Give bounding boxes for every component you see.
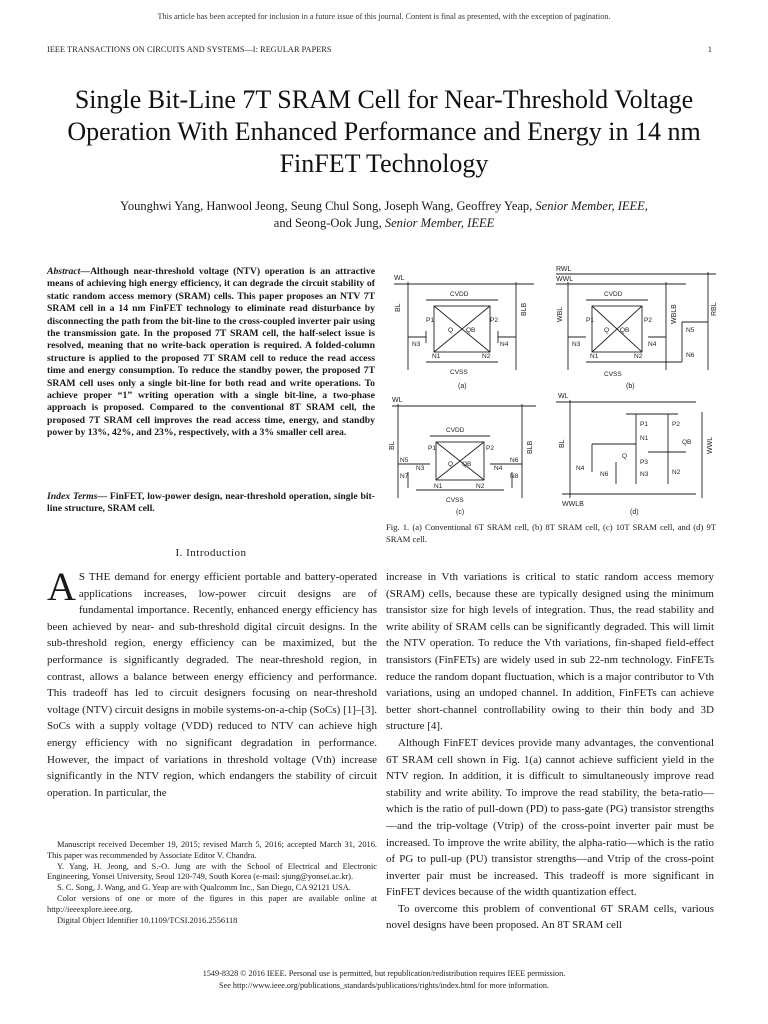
c-n8: N8 [510, 473, 519, 480]
c-n1: N1 [434, 483, 443, 490]
d-n2: N2 [672, 469, 681, 476]
a-n4: N4 [500, 341, 509, 348]
c-p1: P1 [428, 445, 436, 452]
d-wwl: WWL [707, 436, 714, 454]
authors-role-2: Senior Member, IEEE [384, 216, 495, 230]
c-n7: N7 [400, 473, 409, 480]
a-bl: BL [395, 303, 402, 312]
acceptance-notice: This article has been accepted for inclusion in a future issue of this journal. Content is final as presented, with the exception of pagination. [157, 12, 611, 21]
authors-line-1: Younghwi Yang, Hanwool Jeong, Seung Chul Song, Joseph Wang, Geoffrey Yeap, [120, 199, 533, 213]
d-sub: (d) [630, 509, 639, 516]
b-rwl: RWL [556, 266, 572, 273]
b-cvdd: CVDD [604, 291, 623, 298]
authors-line-2: and Seong-Ook Jung, [273, 216, 382, 230]
footnote-doi: Digital Object Identifier 10.1109/TCSI.2016.2556118 [57, 915, 238, 925]
copyright-line-2: See http://www.ieee.org/publications_standards/publications/rights/index.html for more information. [219, 981, 549, 990]
b-n4: N4 [648, 341, 657, 348]
a-blb: BLB [521, 302, 528, 316]
d-n3: N3 [640, 471, 649, 478]
d-p2: P2 [672, 421, 680, 428]
d-p3: P3 [640, 459, 648, 466]
c-n4: N4 [494, 465, 503, 472]
b-n5: N5 [686, 327, 695, 334]
d-n4: N4 [576, 465, 585, 472]
a-sub: (a) [458, 383, 467, 390]
c-cvss: CVSS [446, 497, 464, 504]
b-wwl: WWL [556, 276, 574, 283]
b-n3: N3 [572, 341, 581, 348]
abstract-text: —Although near-threshold voltage (NTV) operation is an attractive means of achieving high energy efficiency, it can degrade the circuit stability of static random access memory (SRAM) cells. This paper proposes an NTV 7T SRAM cell in a 14 nm FinFET technology to eliminate read disturbance by disconnecting the path from the bit-line to the cross-coupled inverter pair using the transmission gate. In the proposed 7T SRAM cell, the half-select issue is resolved, meaning that no write-back operation is required. A folded-column structure is applied to the proposed 7T SRAM cell to reduce the read access time and energy consumption. To reduce the standby power, the proposed 7T SRAM cell uses only a single bit-line for both read and write operations. To achieve proper “1” writing operation with a single bit-line, a two-phase approach is proposed. Compared to the conventional 8T SRAM cell, the proposed 7T SRAM cell improves the read access time, energy, and standby power by 13%, 42%, and 23%, respectively, with a 3% smaller cell area. [47, 266, 375, 439]
author-list [40, 198, 728, 232]
c-blb: BLB [527, 440, 534, 454]
c-q: Q [448, 461, 454, 468]
d-n1: N1 [640, 435, 649, 442]
a-p1: P1 [426, 317, 434, 324]
c-p2: P2 [486, 445, 494, 452]
section-heading: I. Introduction [175, 547, 247, 559]
intro-right-column [386, 569, 714, 934]
c-n5: N5 [400, 457, 409, 464]
copyright-notice [0, 968, 768, 992]
d-p1: P1 [640, 421, 648, 428]
abstract [47, 266, 375, 440]
b-n6: N6 [686, 352, 695, 359]
page-number: 1 [707, 45, 712, 54]
d-n6: N6 [600, 471, 609, 478]
intro-right-paragraph-1: increase in Vth variations is critical to static random access memory (SRAM) cells, because these are typically designed using the minimum transistor size for high levels of integration. Thus, the read stability and write ability of SRAM cells can be significantly degraded. This will limit the NTV operation. To reduce the Vth variations, fin-shaped field-effect transistors (FinFETs) are widely used in sub 22-nm technology. FinFETs reduce the random dopant fluctuation, which is a major contributor to Vth variations, using an undoped channel. In addition, FinFETs can achieve better short-channel controllability owing to their thin body and 3D structure [4]. [386, 571, 714, 733]
c-bl: BL [389, 441, 396, 450]
c-n3: N3 [416, 465, 425, 472]
c-n2: N2 [476, 483, 485, 490]
a-wl: WL [394, 275, 405, 282]
authors-role-1: Senior Member, IEEE, [535, 199, 648, 213]
a-n2: N2 [482, 353, 491, 360]
index-terms-text: — FinFET, low-power design, near-threshold operation, single bit-line structure, SRAM cell. [47, 491, 375, 515]
a-cvdd: CVDD [450, 291, 469, 298]
b-rbl: RBL [711, 302, 718, 316]
intro-right-paragraph-3: To overcome this problem of conventional 6T SRAM cells, various novel designs have been proposed. An 8T SRAM cell [386, 902, 714, 932]
index-terms [47, 491, 375, 516]
index-terms-label: Index Terms [47, 491, 98, 502]
b-qb: QB [620, 327, 630, 334]
footnote-color: Color versions of one or more of the figures in this paper are available online at http://ieeexplore.ieee.org. [47, 893, 377, 914]
c-cvdd: CVDD [446, 427, 465, 434]
a-qb: QB [466, 327, 476, 334]
d-wwlb: WWLB [562, 501, 584, 508]
intro-left-text: S THE demand for energy efficient portable and battery-operated applications increases, low-power circuit designs are of fundamental importance. Recently, enhanced energy efficiency has been achieved by near- and sub-threshold digital circuit designs. In the sub-threshold region, energy efficiency can be maximized, but the performance is significantly degraded. The near-threshold region, in contrast, allows a balance between energy efficiency and performance. This tradeoff has led to circuit designers focusing on near-threshold voltage (NTV) circuit designs in mobile systems-on-a-chip (SoCs) [1]–[3]. SoCs with a supply voltage (VDD) reduced to NTV can achieve high energy efficiency with no significant degradation in performance. However, the impact of variations in threshold voltage (Vth) increase significantly in the NTV region, which endangers the stability of circuit operation. In particular, the [47, 571, 377, 799]
intro-left-column [47, 564, 377, 801]
a-cvss: CVSS [450, 369, 468, 376]
b-p2: P2 [644, 317, 652, 324]
d-wl: WL [558, 393, 569, 400]
a-n3: N3 [412, 341, 421, 348]
d-q: Q [622, 453, 628, 460]
schematic-9t [556, 393, 714, 516]
b-n2: N2 [634, 353, 643, 360]
paper-title: Single Bit-Line 7T SRAM Cell for Near-Threshold Voltage Operation With Enhanced Performance and Energy in 14 nm FinFET Technology [67, 85, 701, 178]
schematic-8t [556, 266, 718, 390]
b-cvss: CVSS [604, 371, 622, 378]
abstract-label: Abstract [47, 266, 81, 277]
a-p2: P2 [490, 317, 498, 324]
b-sub: (b) [626, 383, 635, 390]
footnote-qualcomm: S. C. Song, J. Wang, and G. Yeap are with Qualcomm Inc., San Diego, CA 92121 USA. [57, 883, 351, 893]
journal-name: IEEE TRANSACTIONS ON CIRCUITS AND SYSTEMS—I: REGULAR PAPERS [47, 45, 332, 54]
c-n6: N6 [510, 457, 519, 464]
d-bl: BL [559, 439, 566, 448]
b-n1: N1 [590, 353, 599, 360]
a-n1: N1 [432, 353, 441, 360]
c-wl: WL [392, 397, 403, 404]
copyright-line-1: 1549-8328 © 2016 IEEE. Personal use is permitted, but republication/redistribution requires IEEE permission. [202, 969, 566, 978]
d-qb: QB [682, 439, 692, 446]
schematic-10t [389, 397, 536, 516]
figure-1-schematics [386, 262, 718, 520]
c-sub: (c) [456, 509, 465, 516]
b-wbl: WBL [557, 306, 564, 322]
b-p1: P1 [586, 317, 594, 324]
footnote-manuscript: Manuscript received December 19, 2015; revised March 5, 2016; accepted March 31, 2016. This paper was recommended by Associate Editor V. Chandra. [47, 840, 377, 860]
drop-cap: A [47, 564, 76, 609]
a-q: Q [448, 327, 454, 334]
intro-right-paragraph-2: Although FinFET devices provide many advantages, the conventional 6T SRAM cell shown in Fig. 1(a) cannot achieve sufficient yield in the NTV region. In addition, it is difficult to simultaneously improve read stability and write ability. To improve the read stability, the beta-ratio—which is the ratio of pull-down (PD) to pass-gate (PG) transistor strengths—and the trip-voltage (Vtrip) of the cross-point inverter pair must be increased. To improve the write ability, the alpha-ratio—which is the ratio of PG to pull-up (PU) transistor strengths—and Vtrip of the cross-point inverter pair must be increased. This tradeoff is more significant in FinFET devices because of the width quantization effect. [386, 736, 714, 899]
c-qb: QB [462, 461, 472, 468]
schematic-6t [394, 275, 534, 390]
figure-caption: Fig. 1. (a) Conventional 6T SRAM cell, (b) 8T SRAM cell, (c) 10T SRAM cell, and (d) 9T SRAM cell. [386, 522, 716, 544]
footnote-yonsei: Y. Yang, H. Jeong, and S.-O. Jung are with the School of Electrical and Electronic Engineering, Yonsei University, Seoul 120-749, South Korea (e-mail: sjung@yonsei.ac.kr). [47, 861, 377, 882]
b-q: Q [604, 327, 610, 334]
footnotes [47, 840, 377, 926]
b-wblb: WBLB [671, 304, 678, 324]
